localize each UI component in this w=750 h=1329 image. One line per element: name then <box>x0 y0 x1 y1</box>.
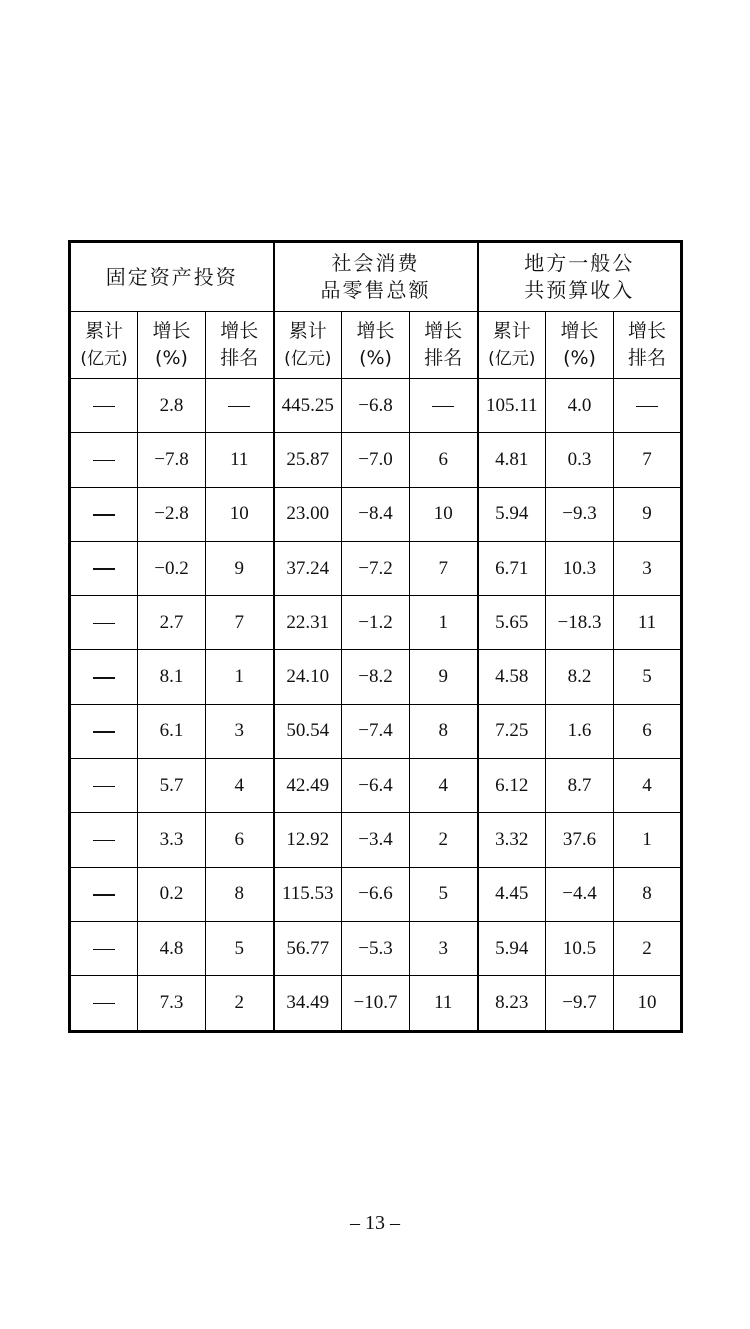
empty-value-dash <box>93 514 115 516</box>
cell-fai-cumulative <box>70 379 138 433</box>
empty-value-dash <box>93 731 115 733</box>
header-retail-sales-line2: 品零售总额 <box>320 278 431 302</box>
cell-fai-rank <box>206 379 274 433</box>
cell-retail-rank: 7 <box>410 541 478 595</box>
subheader-rank-label: 增长 <box>220 320 259 342</box>
cell-fai-rank: 7 <box>206 596 274 650</box>
table-row <box>70 596 682 650</box>
cell-fai-rank: 8 <box>206 867 274 921</box>
subheader-revenue-growth <box>546 312 614 379</box>
empty-value-dash <box>93 677 115 679</box>
cell-retail-rank: 8 <box>410 704 478 758</box>
header-public-budget-revenue-line1: 地方一般公 <box>524 251 635 275</box>
cell-revenue-cumulative: 6.71 <box>478 541 546 595</box>
subheader-retail-growth <box>342 312 410 379</box>
cell-revenue-cumulative: 6.12 <box>478 759 546 813</box>
cell-revenue-growth: −9.3 <box>546 487 614 541</box>
subheader-growth-label: 增长 <box>152 320 191 342</box>
cell-fai-rank: 4 <box>206 759 274 813</box>
cell-revenue-rank: 1 <box>614 813 682 867</box>
cell-retail-cumulative: 42.49 <box>274 759 342 813</box>
sub-header-row <box>70 312 682 379</box>
header-public-budget-revenue <box>478 242 682 312</box>
cell-retail-rank: 5 <box>410 867 478 921</box>
empty-value-dash <box>636 406 658 408</box>
empty-value-dash <box>93 786 115 788</box>
cell-revenue-growth: 1.6 <box>546 704 614 758</box>
cell-fai-cumulative <box>70 541 138 595</box>
cell-fai-growth: −2.8 <box>138 487 206 541</box>
subheader-retail-cumulative <box>274 312 342 379</box>
cell-fai-growth: 4.8 <box>138 921 206 975</box>
cell-fai-cumulative <box>70 487 138 541</box>
cell-retail-growth: −7.0 <box>342 433 410 487</box>
subheader-growth-unit: (%) <box>359 347 392 369</box>
cell-fai-rank: 1 <box>206 650 274 704</box>
cell-revenue-cumulative: 3.32 <box>478 813 546 867</box>
cell-retail-growth: −6.6 <box>342 867 410 921</box>
cell-revenue-growth: −4.4 <box>546 867 614 921</box>
cell-fai-growth: 8.1 <box>138 650 206 704</box>
subheader-growth-unit: (%) <box>155 347 188 369</box>
table-row <box>70 759 682 813</box>
statistics-table <box>68 240 683 1033</box>
cell-retail-cumulative: 115.53 <box>274 867 342 921</box>
table-body <box>70 379 682 1032</box>
cell-retail-growth: −6.8 <box>342 379 410 433</box>
table-row <box>70 921 682 975</box>
cell-fai-growth: 2.8 <box>138 379 206 433</box>
cell-revenue-rank: 10 <box>614 976 682 1031</box>
cell-retail-rank: 11 <box>410 976 478 1031</box>
cell-revenue-cumulative: 5.94 <box>478 921 546 975</box>
cell-retail-growth: −8.2 <box>342 650 410 704</box>
subheader-rank-label2: 排名 <box>424 347 463 369</box>
cell-fai-growth: 5.7 <box>138 759 206 813</box>
table-row <box>70 976 682 1031</box>
cell-fai-cumulative <box>70 759 138 813</box>
cell-revenue-rank <box>614 379 682 433</box>
cell-revenue-rank: 6 <box>614 704 682 758</box>
subheader-cumulative-label: 累计 <box>492 319 531 342</box>
cell-retail-growth: −1.2 <box>342 596 410 650</box>
cell-revenue-growth: 10.5 <box>546 921 614 975</box>
group-header-row <box>70 242 682 312</box>
cell-revenue-rank: 2 <box>614 921 682 975</box>
header-retail-sales-line1: 社会消费 <box>331 251 420 275</box>
cell-revenue-cumulative: 7.25 <box>478 704 546 758</box>
cell-fai-growth: 3.3 <box>138 813 206 867</box>
cell-fai-growth: −7.8 <box>138 433 206 487</box>
header-retail-sales <box>274 242 478 312</box>
subheader-fai-cumulative <box>70 312 138 379</box>
empty-value-dash <box>93 406 115 408</box>
cell-retail-rank: 1 <box>410 596 478 650</box>
cell-fai-rank: 3 <box>206 704 274 758</box>
table-row <box>70 813 682 867</box>
table-row <box>70 379 682 433</box>
cell-retail-growth: −8.4 <box>342 487 410 541</box>
header-public-budget-revenue-line2: 共预算收入 <box>524 278 635 302</box>
cell-retail-cumulative: 24.10 <box>274 650 342 704</box>
cell-revenue-rank: 4 <box>614 759 682 813</box>
table-row <box>70 433 682 487</box>
cell-fai-rank: 2 <box>206 976 274 1031</box>
cell-revenue-growth: 4.0 <box>546 379 614 433</box>
cell-revenue-rank: 3 <box>614 541 682 595</box>
cell-fai-cumulative <box>70 704 138 758</box>
empty-value-dash <box>93 1003 115 1005</box>
cell-revenue-cumulative: 4.45 <box>478 867 546 921</box>
subheader-rank-label2: 排名 <box>220 347 259 369</box>
subheader-rank-label2: 排名 <box>628 347 667 369</box>
cell-revenue-rank: 9 <box>614 487 682 541</box>
cell-fai-rank: 11 <box>206 433 274 487</box>
subheader-revenue-rank <box>614 312 682 379</box>
cell-retail-cumulative: 37.24 <box>274 541 342 595</box>
cell-revenue-cumulative: 5.94 <box>478 487 546 541</box>
cell-revenue-cumulative: 5.65 <box>478 596 546 650</box>
cell-fai-rank: 9 <box>206 541 274 595</box>
header-fixed-asset-investment <box>70 242 274 312</box>
cell-retail-cumulative: 23.00 <box>274 487 342 541</box>
cell-revenue-rank: 7 <box>614 433 682 487</box>
subheader-cumulative-unit: (亿元) <box>284 348 332 369</box>
subheader-cumulative-label: 累计 <box>288 319 327 342</box>
empty-value-dash <box>93 894 115 896</box>
subheader-rank-label: 增长 <box>424 320 463 342</box>
page-number: – 13 – <box>350 1212 400 1234</box>
table-row <box>70 541 682 595</box>
empty-value-dash <box>93 460 115 462</box>
cell-retail-rank: 4 <box>410 759 478 813</box>
subheader-rank-label: 增长 <box>628 320 667 342</box>
cell-revenue-cumulative: 4.81 <box>478 433 546 487</box>
cell-retail-cumulative: 22.31 <box>274 596 342 650</box>
cell-revenue-growth: 8.7 <box>546 759 614 813</box>
cell-fai-rank: 10 <box>206 487 274 541</box>
subheader-retail-rank <box>410 312 478 379</box>
header-fixed-asset-investment-label: 固定资产投资 <box>105 264 238 289</box>
cell-revenue-growth: −18.3 <box>546 596 614 650</box>
empty-value-dash <box>93 840 115 842</box>
cell-revenue-growth: 10.3 <box>546 541 614 595</box>
cell-revenue-growth: 0.3 <box>546 433 614 487</box>
cell-fai-growth: 7.3 <box>138 976 206 1031</box>
empty-value-dash <box>93 623 115 625</box>
cell-retail-cumulative: 445.25 <box>274 379 342 433</box>
cell-fai-cumulative <box>70 433 138 487</box>
empty-value-dash <box>432 406 454 408</box>
cell-retail-rank: 3 <box>410 921 478 975</box>
cell-fai-cumulative <box>70 921 138 975</box>
cell-retail-rank: 10 <box>410 487 478 541</box>
cell-revenue-cumulative: 8.23 <box>478 976 546 1031</box>
subheader-cumulative-label: 累计 <box>84 319 123 342</box>
subheader-growth-label: 增长 <box>356 320 395 342</box>
cell-revenue-rank: 8 <box>614 867 682 921</box>
cell-retail-cumulative: 12.92 <box>274 813 342 867</box>
subheader-growth-label: 增长 <box>560 320 599 342</box>
cell-revenue-cumulative: 4.58 <box>478 650 546 704</box>
cell-revenue-cumulative: 105.11 <box>478 379 546 433</box>
cell-fai-cumulative <box>70 867 138 921</box>
cell-retail-growth: −10.7 <box>342 976 410 1031</box>
subheader-growth-unit: (%) <box>563 347 596 369</box>
cell-revenue-growth: 37.6 <box>546 813 614 867</box>
table-row <box>70 867 682 921</box>
cell-fai-rank: 6 <box>206 813 274 867</box>
cell-retail-cumulative: 34.49 <box>274 976 342 1031</box>
cell-fai-growth: 0.2 <box>138 867 206 921</box>
cell-retail-growth: −7.4 <box>342 704 410 758</box>
cell-retail-rank: 6 <box>410 433 478 487</box>
cell-revenue-growth: 8.2 <box>546 650 614 704</box>
cell-fai-growth: 2.7 <box>138 596 206 650</box>
cell-retail-growth: −3.4 <box>342 813 410 867</box>
table-row <box>70 704 682 758</box>
cell-retail-cumulative: 25.87 <box>274 433 342 487</box>
cell-retail-cumulative: 56.77 <box>274 921 342 975</box>
cell-fai-growth: 6.1 <box>138 704 206 758</box>
cell-revenue-growth: −9.7 <box>546 976 614 1031</box>
cell-revenue-rank: 11 <box>614 596 682 650</box>
cell-retail-growth: −5.3 <box>342 921 410 975</box>
cell-fai-cumulative <box>70 813 138 867</box>
cell-retail-rank: 9 <box>410 650 478 704</box>
empty-value-dash <box>93 949 115 951</box>
cell-retail-rank: 2 <box>410 813 478 867</box>
subheader-cumulative-unit: (亿元) <box>80 348 128 369</box>
cell-fai-cumulative <box>70 650 138 704</box>
cell-fai-growth: −0.2 <box>138 541 206 595</box>
cell-fai-cumulative <box>70 976 138 1031</box>
subheader-revenue-cumulative <box>478 312 546 379</box>
cell-revenue-rank: 5 <box>614 650 682 704</box>
subheader-cumulative-unit: (亿元) <box>488 348 536 369</box>
empty-value-dash <box>93 568 115 570</box>
table-row <box>70 650 682 704</box>
subheader-fai-growth <box>138 312 206 379</box>
cell-retail-rank <box>410 379 478 433</box>
cell-fai-cumulative <box>70 596 138 650</box>
subheader-fai-rank <box>206 312 274 379</box>
cell-fai-rank: 5 <box>206 921 274 975</box>
table-row <box>70 487 682 541</box>
empty-value-dash <box>228 406 250 408</box>
cell-retail-growth: −7.2 <box>342 541 410 595</box>
cell-retail-growth: −6.4 <box>342 759 410 813</box>
cell-retail-cumulative: 50.54 <box>274 704 342 758</box>
